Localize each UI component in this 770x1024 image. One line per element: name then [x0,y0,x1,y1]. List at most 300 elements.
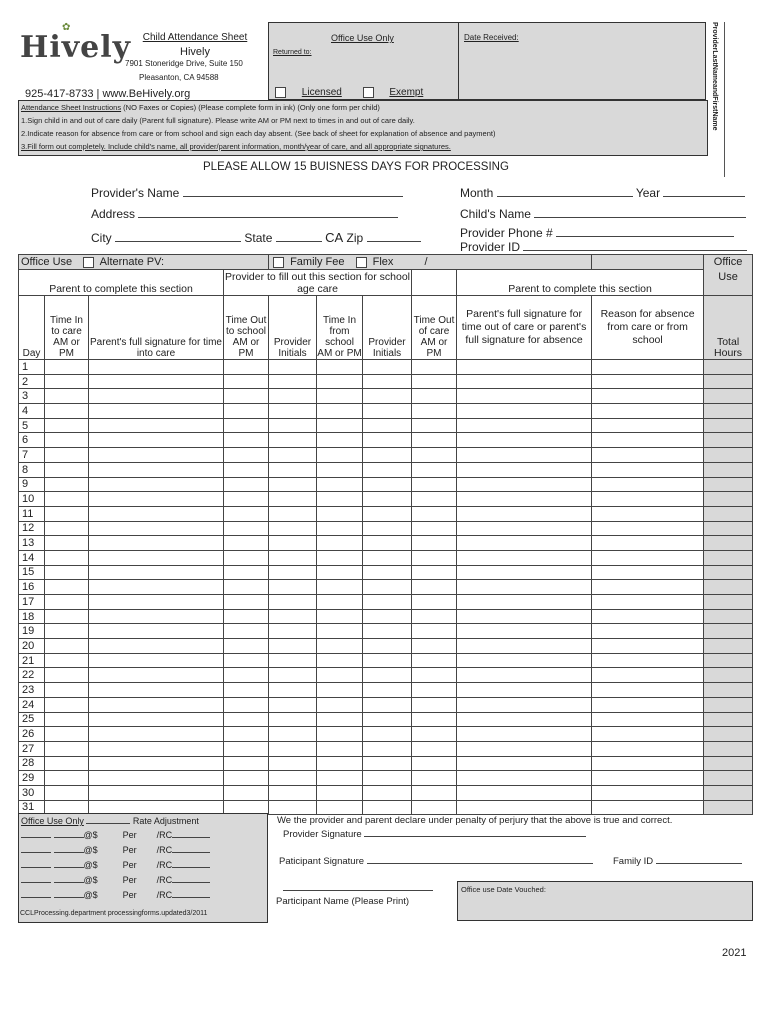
table-cell[interactable] [592,639,704,654]
table-cell[interactable] [363,433,412,448]
table-cell[interactable] [704,741,753,756]
table-cell[interactable] [592,741,704,756]
table-cell[interactable] [363,580,412,595]
table-cell[interactable] [412,771,457,786]
table-cell[interactable] [224,683,269,698]
table-cell[interactable] [457,448,592,463]
table-cell[interactable] [457,668,592,683]
table-cell[interactable] [45,360,89,375]
table-cell[interactable] [457,595,592,610]
table-cell[interactable] [363,756,412,771]
table-cell[interactable] [363,741,412,756]
table-cell[interactable] [592,404,704,419]
table-cell[interactable] [317,404,363,419]
rate-row[interactable]: @$ Per /RC [21,830,261,845]
table-cell[interactable] [592,624,704,639]
table-cell[interactable] [224,624,269,639]
table-cell[interactable] [704,506,753,521]
table-cell[interactable] [704,418,753,433]
table-cell[interactable] [89,624,224,639]
table-cell[interactable] [317,800,363,815]
table-cell[interactable] [704,360,753,375]
table-cell[interactable] [592,521,704,536]
table-cell[interactable] [363,374,412,389]
table-cell[interactable] [363,771,412,786]
month-field[interactable] [497,196,633,197]
family-fee-checkbox[interactable] [273,257,284,268]
table-cell[interactable] [363,492,412,507]
table-cell[interactable] [704,595,753,610]
table-cell[interactable] [317,462,363,477]
table-cell[interactable] [224,477,269,492]
table-cell[interactable] [45,536,89,551]
table-cell[interactable] [363,653,412,668]
table-cell[interactable] [363,404,412,419]
table-cell[interactable] [269,624,317,639]
table-cell[interactable] [457,771,592,786]
table-cell[interactable] [363,683,412,698]
table-cell[interactable] [457,639,592,654]
city-field[interactable] [115,241,241,242]
provider-name-field[interactable] [183,196,403,197]
table-cell[interactable] [224,565,269,580]
provider-signature-field[interactable] [364,836,586,837]
table-cell[interactable] [224,771,269,786]
table-cell[interactable] [412,580,457,595]
table-cell[interactable] [89,727,224,742]
table-cell[interactable] [457,624,592,639]
table-cell[interactable] [269,653,317,668]
table-cell[interactable] [704,580,753,595]
table-cell[interactable] [412,477,457,492]
flex-checkbox[interactable] [356,257,367,268]
table-cell[interactable] [45,492,89,507]
table-cell[interactable] [363,785,412,800]
table-cell[interactable] [704,536,753,551]
table-cell[interactable] [89,374,224,389]
table-cell[interactable] [592,418,704,433]
table-cell[interactable] [45,624,89,639]
table-cell[interactable] [45,550,89,565]
table-cell[interactable] [269,800,317,815]
table-cell[interactable] [704,521,753,536]
table-cell[interactable] [317,418,363,433]
table-cell[interactable] [45,741,89,756]
table-cell[interactable] [269,697,317,712]
table-cell[interactable] [45,506,89,521]
table-cell[interactable] [45,668,89,683]
table-cell[interactable] [269,668,317,683]
table-cell[interactable] [269,609,317,624]
table-cell[interactable] [363,609,412,624]
table-cell[interactable] [457,433,592,448]
rate-row[interactable]: @$ Per /RC [21,890,261,905]
table-cell[interactable] [704,565,753,580]
table-cell[interactable] [704,492,753,507]
table-cell[interactable] [45,389,89,404]
table-cell[interactable] [317,521,363,536]
table-cell[interactable] [457,785,592,800]
table-cell[interactable] [592,492,704,507]
table-cell[interactable] [269,712,317,727]
table-cell[interactable] [45,418,89,433]
table-cell[interactable] [592,712,704,727]
table-cell[interactable] [269,404,317,419]
table-cell[interactable] [704,448,753,463]
table-cell[interactable] [89,492,224,507]
rate-row[interactable]: @$ Per /RC [21,875,261,890]
zip-field[interactable] [367,241,421,242]
table-cell[interactable] [704,683,753,698]
table-cell[interactable] [89,477,224,492]
table-cell[interactable] [224,609,269,624]
table-cell[interactable] [592,697,704,712]
table-cell[interactable] [412,492,457,507]
year-field[interactable] [663,196,745,197]
state-field[interactable] [276,241,322,242]
table-cell[interactable] [269,536,317,551]
table-cell[interactable] [457,360,592,375]
table-cell[interactable] [363,521,412,536]
table-cell[interactable] [592,462,704,477]
table-cell[interactable] [412,653,457,668]
table-cell[interactable] [224,712,269,727]
table-cell[interactable] [412,595,457,610]
table-cell[interactable] [457,727,592,742]
table-cell[interactable] [269,639,317,654]
table-cell[interactable] [269,580,317,595]
table-cell[interactable] [457,477,592,492]
table-cell[interactable] [89,609,224,624]
table-cell[interactable] [363,536,412,551]
table-cell[interactable] [363,800,412,815]
table-cell[interactable] [89,565,224,580]
table-cell[interactable] [269,389,317,404]
table-cell[interactable] [317,374,363,389]
table-cell[interactable] [412,756,457,771]
table-cell[interactable] [592,360,704,375]
provider-id-field[interactable] [523,250,747,251]
table-cell[interactable] [269,727,317,742]
table-cell[interactable] [89,462,224,477]
table-cell[interactable] [412,374,457,389]
table-cell[interactable] [317,550,363,565]
table-cell[interactable] [704,653,753,668]
table-cell[interactable] [317,727,363,742]
table-cell[interactable] [269,360,317,375]
table-cell[interactable] [224,595,269,610]
table-cell[interactable] [592,565,704,580]
table-cell[interactable] [592,785,704,800]
table-cell[interactable] [224,433,269,448]
rate-row[interactable]: @$ Per /RC [21,860,261,875]
table-cell[interactable] [89,448,224,463]
provider-phone-field[interactable] [556,236,734,237]
table-cell[interactable] [317,712,363,727]
table-cell[interactable] [457,683,592,698]
table-cell[interactable] [457,506,592,521]
table-cell[interactable] [224,580,269,595]
table-cell[interactable] [269,506,317,521]
childs-name-field[interactable] [534,217,746,218]
table-cell[interactable] [592,580,704,595]
table-cell[interactable] [224,389,269,404]
table-cell[interactable] [704,404,753,419]
table-cell[interactable] [317,536,363,551]
table-cell[interactable] [224,374,269,389]
table-cell[interactable] [224,727,269,742]
table-cell[interactable] [317,624,363,639]
table-cell[interactable] [592,609,704,624]
table-cell[interactable] [317,771,363,786]
table-cell[interactable] [89,785,224,800]
table-cell[interactable] [89,712,224,727]
table-cell[interactable] [45,565,89,580]
table-cell[interactable] [704,374,753,389]
participant-signature-field[interactable] [367,863,593,864]
table-cell[interactable] [45,785,89,800]
table-cell[interactable] [89,683,224,698]
table-cell[interactable] [269,565,317,580]
table-cell[interactable] [317,580,363,595]
table-cell[interactable] [89,756,224,771]
table-cell[interactable] [412,506,457,521]
table-cell[interactable] [317,785,363,800]
table-cell[interactable] [45,595,89,610]
table-cell[interactable] [224,653,269,668]
table-cell[interactable] [704,550,753,565]
table-cell[interactable] [412,448,457,463]
table-cell[interactable] [363,624,412,639]
table-cell[interactable] [269,477,317,492]
table-cell[interactable] [704,609,753,624]
licensed-checkbox[interactable] [275,87,286,98]
table-cell[interactable] [224,492,269,507]
table-cell[interactable] [592,595,704,610]
table-cell[interactable] [269,374,317,389]
table-cell[interactable] [704,477,753,492]
table-cell[interactable] [224,756,269,771]
table-cell[interactable] [704,668,753,683]
table-cell[interactable] [45,697,89,712]
table-cell[interactable] [269,771,317,786]
table-cell[interactable] [592,536,704,551]
table-cell[interactable] [412,624,457,639]
participant-name-field[interactable] [283,890,433,891]
table-cell[interactable] [412,785,457,800]
table-cell[interactable] [363,448,412,463]
table-cell[interactable] [457,550,592,565]
table-cell[interactable] [89,536,224,551]
table-cell[interactable] [89,639,224,654]
table-cell[interactable] [317,697,363,712]
table-cell[interactable] [363,712,412,727]
table-cell[interactable] [317,756,363,771]
table-cell[interactable] [412,800,457,815]
table-cell[interactable] [412,521,457,536]
table-cell[interactable] [317,477,363,492]
table-cell[interactable] [269,550,317,565]
table-cell[interactable] [363,360,412,375]
table-cell[interactable] [592,756,704,771]
table-cell[interactable] [363,595,412,610]
table-cell[interactable] [412,668,457,683]
table-cell[interactable] [269,418,317,433]
table-cell[interactable] [363,550,412,565]
table-cell[interactable] [704,624,753,639]
table-cell[interactable] [592,683,704,698]
table-cell[interactable] [412,536,457,551]
table-cell[interactable] [704,462,753,477]
table-cell[interactable] [224,639,269,654]
table-cell[interactable] [412,550,457,565]
table-cell[interactable] [45,653,89,668]
table-cell[interactable] [45,683,89,698]
table-cell[interactable] [363,639,412,654]
table-cell[interactable] [457,800,592,815]
table-cell[interactable] [224,697,269,712]
table-cell[interactable] [317,683,363,698]
table-cell[interactable] [704,756,753,771]
table-cell[interactable] [269,462,317,477]
table-cell[interactable] [45,521,89,536]
table-cell[interactable] [89,506,224,521]
table-cell[interactable] [412,462,457,477]
table-cell[interactable] [224,785,269,800]
table-cell[interactable] [457,462,592,477]
table-cell[interactable] [269,756,317,771]
table-cell[interactable] [45,727,89,742]
table-cell[interactable] [412,609,457,624]
table-cell[interactable] [317,433,363,448]
table-cell[interactable] [457,389,592,404]
table-cell[interactable] [457,653,592,668]
rate-row[interactable]: @$ Per /RC [21,845,261,860]
table-cell[interactable] [457,404,592,419]
table-cell[interactable] [269,741,317,756]
table-cell[interactable] [704,785,753,800]
table-cell[interactable] [224,360,269,375]
table-cell[interactable] [592,433,704,448]
table-cell[interactable] [317,595,363,610]
table-cell[interactable] [457,741,592,756]
table-cell[interactable] [363,389,412,404]
table-cell[interactable] [704,771,753,786]
table-cell[interactable] [224,521,269,536]
table-cell[interactable] [704,800,753,815]
table-cell[interactable] [592,374,704,389]
table-cell[interactable] [363,565,412,580]
table-cell[interactable] [457,492,592,507]
table-cell[interactable] [363,418,412,433]
table-cell[interactable] [704,697,753,712]
address-field[interactable] [138,217,398,218]
table-cell[interactable] [412,418,457,433]
table-cell[interactable] [45,374,89,389]
table-cell[interactable] [412,683,457,698]
table-cell[interactable] [45,639,89,654]
table-cell[interactable] [224,418,269,433]
table-cell[interactable] [363,727,412,742]
table-cell[interactable] [224,448,269,463]
table-cell[interactable] [269,448,317,463]
table-cell[interactable] [317,448,363,463]
table-cell[interactable] [412,741,457,756]
table-cell[interactable] [317,360,363,375]
table-cell[interactable] [45,712,89,727]
table-cell[interactable] [269,521,317,536]
table-cell[interactable] [592,506,704,521]
table-cell[interactable] [89,550,224,565]
table-cell[interactable] [89,418,224,433]
table-cell[interactable] [363,477,412,492]
table-cell[interactable] [224,536,269,551]
table-cell[interactable] [412,433,457,448]
table-cell[interactable] [89,360,224,375]
table-cell[interactable] [45,609,89,624]
table-cell[interactable] [89,389,224,404]
table-cell[interactable] [45,771,89,786]
table-cell[interactable] [592,727,704,742]
table-cell[interactable] [363,462,412,477]
table-cell[interactable] [224,668,269,683]
table-cell[interactable] [224,404,269,419]
table-cell[interactable] [269,595,317,610]
table-cell[interactable] [363,697,412,712]
table-cell[interactable] [224,506,269,521]
table-cell[interactable] [45,462,89,477]
alternate-pv-checkbox[interactable] [83,257,94,268]
table-cell[interactable] [317,506,363,521]
table-cell[interactable] [45,477,89,492]
table-cell[interactable] [592,800,704,815]
table-cell[interactable] [317,639,363,654]
table-cell[interactable] [412,360,457,375]
table-cell[interactable] [412,712,457,727]
table-cell[interactable] [412,639,457,654]
table-cell[interactable] [317,653,363,668]
table-cell[interactable] [704,433,753,448]
table-cell[interactable] [412,404,457,419]
table-cell[interactable] [224,550,269,565]
table-cell[interactable] [412,697,457,712]
table-cell[interactable] [363,668,412,683]
table-cell[interactable] [317,565,363,580]
table-cell[interactable] [457,374,592,389]
table-cell[interactable] [412,727,457,742]
table-cell[interactable] [269,683,317,698]
table-cell[interactable] [89,595,224,610]
table-cell[interactable] [317,389,363,404]
table-cell[interactable] [412,565,457,580]
table-cell[interactable] [89,697,224,712]
table-cell[interactable] [89,771,224,786]
table-cell[interactable] [457,565,592,580]
table-cell[interactable] [457,756,592,771]
table-cell[interactable] [45,448,89,463]
table-cell[interactable] [704,639,753,654]
table-cell[interactable] [457,418,592,433]
table-cell[interactable] [269,492,317,507]
table-cell[interactable] [457,580,592,595]
table-cell[interactable] [592,389,704,404]
table-cell[interactable] [412,389,457,404]
table-cell[interactable] [457,609,592,624]
table-cell[interactable] [457,521,592,536]
table-cell[interactable] [224,741,269,756]
table-cell[interactable] [269,785,317,800]
table-cell[interactable] [363,506,412,521]
